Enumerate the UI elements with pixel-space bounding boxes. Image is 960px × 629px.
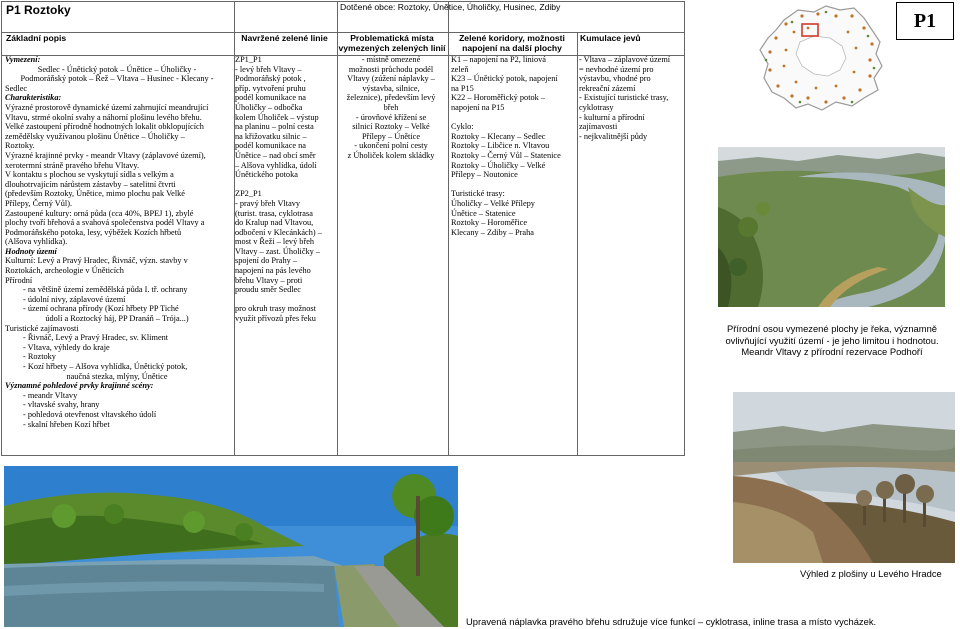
problem-spot-item: Vltavy (zúžení náplavky – xyxy=(347,74,435,84)
green-line-item: Vltavy – zast. Úholičky – xyxy=(235,246,321,256)
cumulation-item: = nevhodné území pro xyxy=(579,64,654,74)
green-line-item: odbočení v Klecánkách) – xyxy=(235,227,322,237)
divider xyxy=(577,32,578,456)
description-line: plochy tvoří břehová a svahová společenstva podél Vltavy a xyxy=(5,218,205,228)
description-line: Podmoráňského potoka, lesy, výběžek Kozích hřbetů xyxy=(5,227,182,237)
green-line-item: využít přívozů přes řeku xyxy=(235,314,316,324)
green-line-item: podél komunikace na xyxy=(235,141,306,151)
description-line: - Roztoky xyxy=(23,352,56,362)
description-line: Velké zastoupení přírodně hodnotných lokalit obklopujících xyxy=(5,122,204,132)
caption-embankment: Upravená náplavka pravého břehu sdružuje více funkcí – cyklotrasa, inline trasa a místo vycházek. xyxy=(466,616,877,627)
corridor-item: Přílepy – Noutonice xyxy=(451,170,518,180)
corridor-item: Cyklo: xyxy=(451,122,474,132)
column-header-green-lines: Navržené zelené linie xyxy=(241,33,328,43)
description-line: Výrazné prostorově dynamické území zahrnující meandrující xyxy=(5,102,209,112)
green-lines-list xyxy=(235,55,334,324)
green-line-item: proudu směr Sedlec xyxy=(235,285,301,295)
municipalities-line xyxy=(340,2,560,12)
cumulation-item: zajímavosti xyxy=(579,122,618,132)
corridor-item: Roztoky – Libčice n. Vltavou xyxy=(451,141,550,151)
cumulation-item: výstavbu, vhodné pro xyxy=(579,74,651,84)
corridor-item: K22 – Horoměřický potok – xyxy=(451,93,546,103)
municipalities-text: Dotčené obce: Roztoky, Únětice, Úholičky, Husinec, Zdiby xyxy=(340,2,561,12)
description-line: - Vltava, výhledy do kraje xyxy=(23,342,110,352)
description-line: zemědělsky využívanou plošinu Únětice – Úholičky – xyxy=(5,131,185,141)
description-line: Vltavu, strmé okolní svahy a náhorní plošinu levého břehu. xyxy=(5,112,202,122)
green-line-item: Podmoráňský potok , xyxy=(235,74,306,84)
section-heading: Charakteristika: xyxy=(5,93,62,103)
page-title: P1 Roztoky xyxy=(6,3,71,17)
description-line: Sedlec - Únětický potok – Únětice – Úholičky - xyxy=(37,64,197,74)
cumulation-item: - Existující turistické trasy, xyxy=(579,93,669,103)
description-line: Turistické zajímavosti xyxy=(5,323,79,333)
corridor-item: Klecany – Zdiby – Praha xyxy=(451,227,534,237)
green-line-item: kolem Úholiček – výstup xyxy=(235,112,319,122)
caption-meander xyxy=(714,323,950,358)
divider xyxy=(448,2,449,456)
section-heading: Hodnoty území xyxy=(5,246,57,256)
green-line-item: spojení do Prahy – xyxy=(235,256,297,266)
cumulation-item: - Vltava – záplavové území xyxy=(579,55,671,64)
green-line-item: Úholičky – odbočka xyxy=(235,102,303,112)
green-line-item: podél komunikace na xyxy=(235,93,306,103)
location-map xyxy=(756,2,886,114)
problem-spot-item: - úrovňové křížení se xyxy=(355,112,427,122)
cumulation-item: - kulturní a přírodní xyxy=(579,112,645,122)
green-line-item: Únětického potoka xyxy=(235,170,298,180)
description-line: - na většině území zemědělská půda I. tř. ochrany xyxy=(23,285,188,295)
column-header-problem-spots: Problematická místa vymezených zelených linií xyxy=(338,33,446,53)
column-header-basic: Základní popis xyxy=(6,33,67,43)
corridor-item xyxy=(451,180,574,190)
green-line-item: most v Řeži – levý břeh xyxy=(235,237,315,247)
caption-meander-line1: Přírodní osou vymezené plochy je řeka, významně xyxy=(727,323,937,334)
problem-spot-item: silnicí Roztoky – Velké xyxy=(352,122,430,132)
description-line: Zastoupené kultury: orná půda (cca 40%, BPEJ 1), zbylé xyxy=(5,208,194,218)
corridor-item: napojení na P15 xyxy=(451,102,505,112)
photo-river-meander xyxy=(718,147,945,307)
description-line: - Kozí hřbety – Alšova vyhlídka, Únětický potok, xyxy=(23,362,188,371)
description-line: - údolní nivy, záplavové území xyxy=(23,294,126,304)
description-line: - území ochrana přírody (Kozí hřbety PP Tiché xyxy=(23,304,179,314)
column-header-corridors: Zelené koridory, možnosti napojení na další plochy xyxy=(459,33,565,53)
description-line: Podmoráňský potok – Řež – Vltava – Husinec - Klecany - xyxy=(20,74,214,84)
description-line: - skalní hřeben Kozí hřbet xyxy=(23,419,110,429)
caption-meander-line3: Meandr Vltavy z přírodní rezervace Podhoří xyxy=(741,346,923,357)
corridor-item: Roztoky – Klecany – Sedlec xyxy=(451,131,546,141)
description-line: - vltavské svahy, hrany xyxy=(23,400,100,410)
green-line-item xyxy=(235,295,334,305)
problem-spot-item: možnosti průchodu podél xyxy=(348,64,434,74)
green-line-item: napojení na pás levého xyxy=(235,266,311,276)
corridor-item: Únětice – Statenice xyxy=(451,208,516,218)
green-line-item: na planinu – polní cesta xyxy=(235,122,314,132)
cumulation-item: - nejkvalitnější půdy xyxy=(579,131,648,141)
green-line-item: na křižovatku silnic – xyxy=(235,131,307,141)
green-line-item: (turist. trasa, cyklotrasa xyxy=(235,208,313,218)
green-line-item: - levý břeh Vltavy – xyxy=(235,64,302,74)
green-line-item: příp. vytvoření pruhu xyxy=(235,83,306,93)
problem-spot-item: - ukončení polní cesty xyxy=(354,141,428,151)
cumulation-item: cyklotrasy xyxy=(579,102,614,112)
description-line: V kontaktu s plochou se vyskytují sídla s velkým a xyxy=(5,170,174,180)
problem-spot-item: výstavba, silnice, xyxy=(362,83,420,93)
column-header-cumulation: Kumulace jevů xyxy=(580,33,641,43)
problem-spot-item: železnice), především levý xyxy=(346,93,436,103)
corridor-item: Roztoky – Horoměřice xyxy=(451,218,528,228)
description-line: Přílepy, Černý Vůl). xyxy=(5,198,73,208)
basic-description xyxy=(5,55,229,429)
corridor-item: Roztoky – Úholičky – Velké xyxy=(451,160,546,170)
corridor-item: K1 – napojení na P2, liniová xyxy=(451,55,546,64)
corridor-item xyxy=(451,113,574,123)
corridor-item: Úholičky – Velké Přílepy xyxy=(451,198,535,208)
corridor-item: Turistické trasy: xyxy=(451,189,505,199)
caption-plateau: Výhled z plošiny u Levého Hradce xyxy=(800,568,942,579)
green-line-item: pro okruh trasy možnost xyxy=(235,304,316,314)
corridor-item: na P15 xyxy=(451,83,474,93)
cumulation-list xyxy=(579,55,684,141)
description-line: dlouhotrvajícím nárůstem zástavby – satelitní čtvrti xyxy=(5,179,176,189)
description-line: xerotermní stráně pravého břehu Vltavy. xyxy=(5,160,140,170)
corridors-list xyxy=(451,55,574,237)
section-heading: Významné pohledové prvky krajinné scény: xyxy=(5,381,154,391)
description-line: - pohledová otevřenost vltavského údolí xyxy=(23,409,157,419)
green-line-item: do Kralup nad Vltavou, xyxy=(235,218,314,228)
description-line: Přírodní xyxy=(5,275,33,285)
corridor-item: K23 – Únětický potok, napojení xyxy=(451,74,558,84)
problem-spot-item: Přílepy – Únětice xyxy=(361,131,421,141)
green-line-item: břehu Vltavy – proti xyxy=(235,275,303,285)
problem-spots-list xyxy=(338,55,444,161)
description-line: údolí a Roztocký háj, PP Dranáň – Trója...) xyxy=(45,314,189,324)
description-line: Výrazné krajinné prvky - meandr Vltavy (záplavové území), xyxy=(5,150,206,160)
plot-badge: P1 xyxy=(896,2,954,40)
corridor-item: zeleň xyxy=(451,64,469,74)
description-line: Roztoky. xyxy=(5,141,35,151)
photo-plateau-view xyxy=(733,392,955,563)
green-line-item: Únětice – nad obcí směr xyxy=(235,150,316,160)
description-line: Kulturní: Levý a Pravý Hradec, Řivnáč, význ. stavby v xyxy=(5,256,188,266)
problem-spot-item: - místně omezené xyxy=(361,55,421,64)
description-line: naučná stezka, mlýny, Únětice xyxy=(66,371,168,381)
corridor-item: Roztoky – Černý Vůl – Statenice xyxy=(451,150,561,160)
section-heading: Vymezení: xyxy=(5,55,41,64)
description-line: - Řivnáč, Levý a Pravý Hradec, sv. Kliment xyxy=(23,333,169,343)
caption-meander-line2: ovlivňující využití území - je jeho limitou i hodnotou. xyxy=(725,334,939,346)
problem-spot-item: břeh xyxy=(383,102,399,112)
green-line-item: ZP1_P1 xyxy=(235,55,262,64)
description-line: - meandr Vltavy xyxy=(23,390,78,400)
green-line-item: - pravý břeh Vltavy xyxy=(235,198,301,208)
green-line-item xyxy=(235,180,334,190)
photo-embankment xyxy=(4,466,458,627)
green-line-item: – Alšova vyhlídka, údolí xyxy=(235,160,317,170)
description-line: Roztokách, archeologie v Úněticích xyxy=(5,266,124,276)
description-line: Sedlec xyxy=(5,83,28,93)
problem-spot-item: z Úholiček kolem skládky xyxy=(347,150,435,160)
cumulation-item: rekreační zázemí xyxy=(579,83,636,93)
description-line: (Alšova vyhlídka). xyxy=(5,237,68,247)
description-line: (především Roztoky, Únětice, mimo plochu pak Velké xyxy=(5,189,185,199)
green-line-item: ZP2_P1 xyxy=(235,189,262,199)
